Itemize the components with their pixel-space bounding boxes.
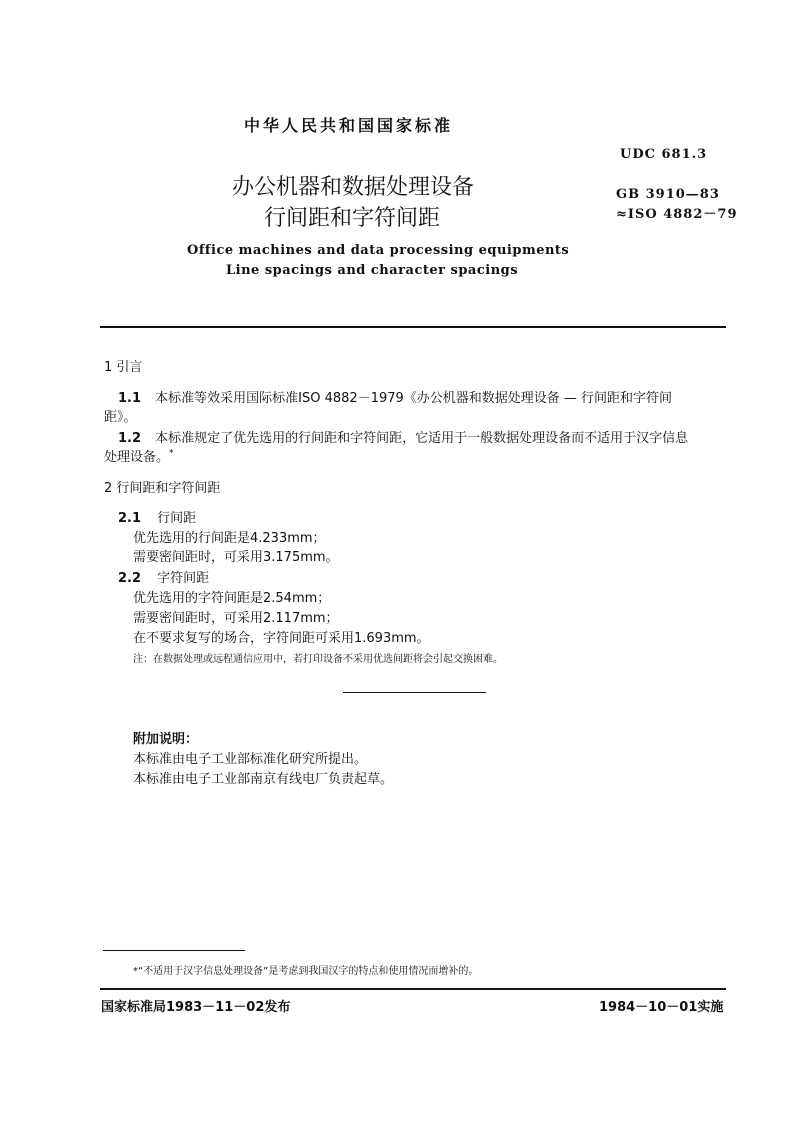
appendix-line2: 本标准由电子工业部南京有线电厂负责起草。 [133, 772, 394, 787]
appendix-title: 附加说明： [133, 732, 199, 747]
clause-2-2-number: 2.2 [118, 571, 142, 586]
title-cn-line1: 办公机器和数据处理设备 [232, 175, 475, 200]
clause-1-2 [118, 427, 688, 446]
clause-1-2-number: 1.2 [118, 431, 142, 446]
clause-1-1-number: 1.1 [118, 391, 142, 406]
footnote-marker: * [169, 448, 174, 459]
clause-2-2-title: 字符间距 [157, 571, 210, 586]
clause-2-2-line2: 需要密间距时，可采用2.117mm； [133, 611, 339, 626]
udc-code: UDC 681.3 [620, 147, 708, 162]
clause-1-1 [118, 387, 672, 406]
footnote-text: *“不适用于汉字信息处理设备”是考虑到我国汉字的特点和使用情况而增补的。 [133, 966, 479, 977]
title-en-line2: Line spacings and character spacings [226, 263, 519, 278]
note-text: 注：在数据处理或远程通信应用中，若打印设备不采用优选间距将会引起交换困难。 [133, 654, 503, 665]
clause-1-2-text: 本标准规定了优先选用的行间距和字符间距，它适用于一般数据处理设备而不适用于汉字信息 [155, 431, 689, 446]
clause-2-1-title: 行间距 [157, 511, 197, 526]
footnote-divider [103, 950, 245, 951]
clause-2-1-line2: 需要密间距时，可采用3.175mm。 [133, 550, 339, 565]
effective-date: 1984－10－01实施 [599, 1000, 724, 1015]
clause-2-1-heading [118, 507, 196, 526]
issue-date: 国家标准局1983－11－02发布 [101, 1000, 291, 1015]
clause-2-2-heading [118, 567, 209, 586]
title-en-line1: Office machines and data processing equipments [187, 243, 570, 258]
appendix-line1: 本标准由电子工业部标准化研究所提出。 [133, 752, 368, 767]
header-divider [100, 326, 726, 328]
clause-2-2-line3: 在不要求复写的场合，字符间距可采用1.693mm。 [133, 631, 430, 646]
clause-1-2-continuation-text: 处理设备。 [104, 450, 170, 465]
title-cn-line2: 行间距和字符间距 [264, 206, 441, 231]
footer-divider [100, 988, 726, 990]
country-standard-heading: 中华人民共和国国家标准 [244, 116, 454, 135]
iso-equivalent: ≈ISO 4882－79 [616, 207, 738, 222]
clause-1-1-text: 本标准等效采用国际标准ISO 4882－1979《办公机器和数据处理设备 — 行间距和字符间 [155, 391, 673, 406]
clause-2-1-number: 2.1 [118, 511, 142, 526]
clause-2-2-line1: 优先选用的字符间距是2.54mm； [133, 591, 331, 606]
clause-1-1-continuation: 距》。 [104, 410, 137, 425]
section-2-title: 2 行间距和字符间距 [104, 481, 221, 496]
gb-code: GB 3910—83 [616, 187, 720, 202]
clause-1-2-continuation [104, 446, 174, 465]
clause-2-1-line1: 优先选用的行间距是4.233mm； [133, 531, 326, 546]
section-1-title: 1 引言 [104, 360, 143, 375]
section-end-divider [343, 692, 486, 693]
